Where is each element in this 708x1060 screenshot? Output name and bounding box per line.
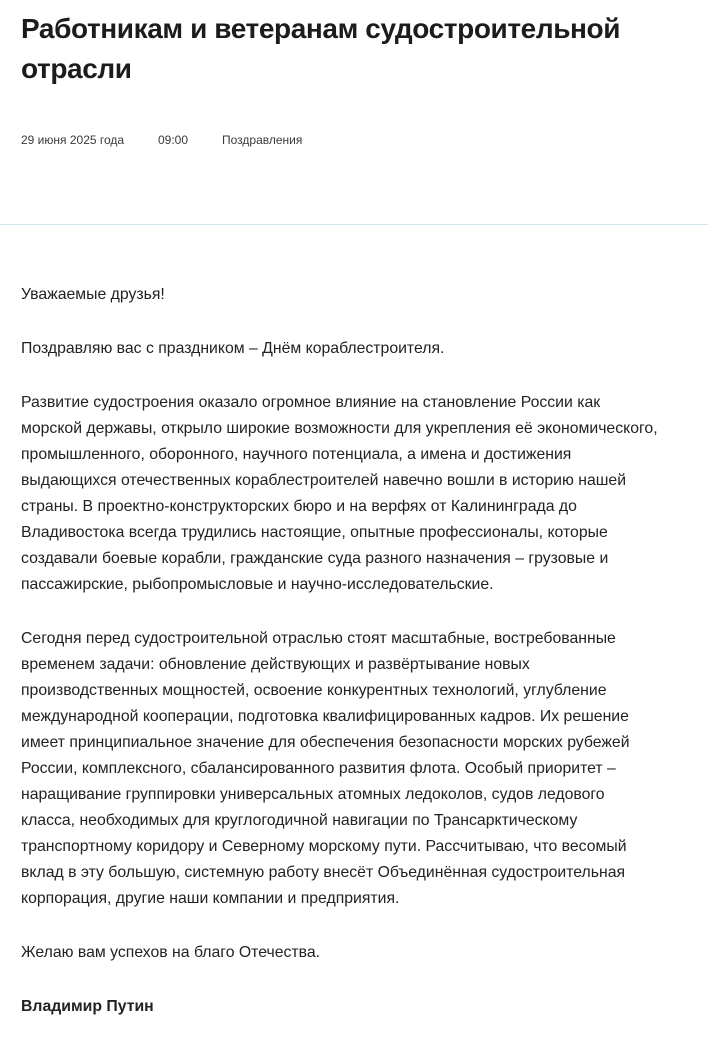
publication-time: 09:00 xyxy=(158,133,189,147)
publication-date: 29 июня 2025 года xyxy=(21,133,125,147)
article-header xyxy=(0,0,708,225)
signature: Владимир Путин xyxy=(21,998,154,1015)
paragraph: Поздравляю вас с праздником – Днём кораблестроителя. xyxy=(21,340,445,357)
paragraph: Сегодня перед судостроительной отраслью стоят масштабные, востребованные временем задачи: обновление действующих и развёртывание новых производственных мощностей, освоение конкурентных технологий, углубление международной кооперации, подготовка квалифицированных кадров. Их решение имеет принципиальное значение для обеспечения безопасности морских рубежей России, комплексного, сбалансированного развития флота. Особый приоритет – наращивание группировки универсальных атомных ледоколов, судов ледового класса, необходимых для круглогодичной навигации по Трансарктическому транспортному коридору и Северному морскому пути. Рассчитываю, что весомый вклад в эту большую, системную работу внесёт Объединённая судостроительная корпорация, другие наши компании и предприятия. xyxy=(21,630,630,907)
greeting: Уважаемые друзья! xyxy=(21,286,165,303)
page-title: Работникам и ветеранам судостроительной отрасли xyxy=(21,13,621,84)
paragraph: Желаю вам успехов на благо Отечества. xyxy=(21,944,321,961)
paragraph: Развитие судостроения оказало огромное влияние на становление России как морской державы, открыло широкие возможности для укрепления её экономического, промышленного, оборонного, научного потенциала, а имена и достижения выдающихся отечественных кораблестроителей навечно вошли в историю нашей страны. В проектно-конструкторских бюро и на верфях от Калининграда до Владивостока всегда трудились настоящие, опытные профессионалы, которые создавали боевые корабли, гражданские суда разного назначения – грузовые и пассажирские, рыбопромысловые и научно-исследовательские. xyxy=(21,394,658,593)
category-link[interactable]: Поздравления xyxy=(222,133,303,147)
article-body xyxy=(21,282,661,1048)
